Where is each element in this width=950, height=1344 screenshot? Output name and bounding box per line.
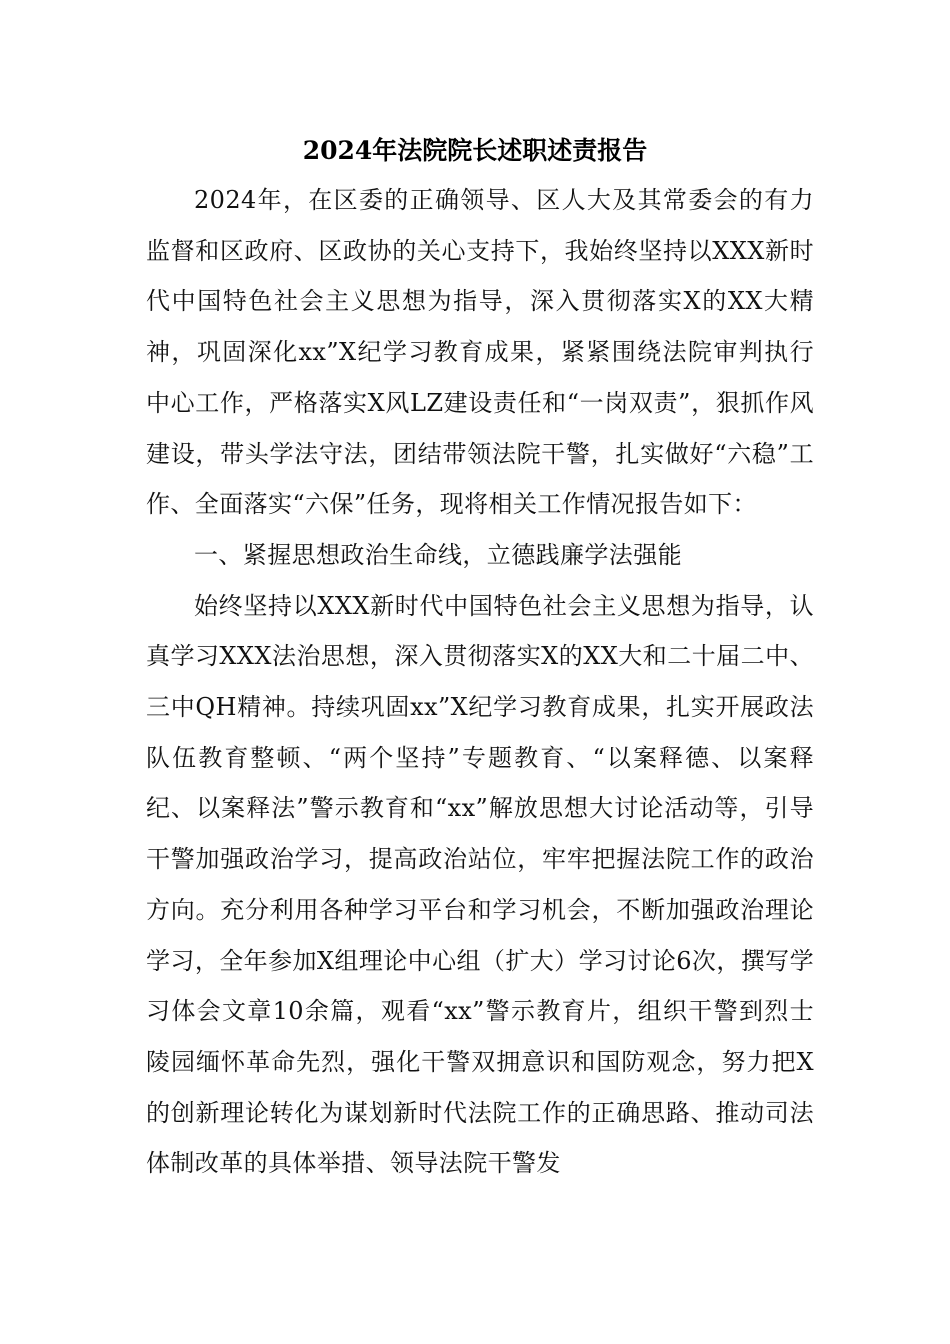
paragraph-section-1: 始终坚持以XXX新时代中国特色社会主义思想为指导，认真学习XXX法治思想，深入贯彻落实X的XX大和二十届二中、三中QH精神。持续巩固xx”X纪学习教育成果，扎实开展政法队伍教育整顿、“两个坚持”专题教育、“以案释德、以案释纪、以案释法”警示教育和“xx”解放思想大讨论活动等，引导干警加强政治学习，提高政治站位，牢牢把握法院工作的政治方向。充分利用各种学习平台和学习机会，不断加强政治理论学习，全年参加X组理论中心组（扩大）学习讨论6次，撰写学习体会文章10余篇，观看“xx”警示教育片，组织干警到烈士陵园缅怀革命先烈，强化干警双拥意识和国防观念，努力把X的创新理论转化为谋划新时代法院工作的正确思路、推动司法体制改革的具体举措、领导法院干警发 <box>146 591 814 1178</box>
section-heading-1: 一、紧握思想政治生命线，立德践廉学法强能 <box>194 540 682 569</box>
document-title: 2024年法院院长述职述责报告 <box>302 136 648 165</box>
document-body <box>146 175 814 1189</box>
paragraph-intro: 2024年，在区委的正确领导、区人大及其常委会的有力监督和区政府、区政协的关心支持下，我始终坚持以XXX新时代中国特色社会主义思想为指导，深入贯彻落实X的XX大精神，巩固深化xx”X纪学习教育成果，紧紧围绕法院审判执行中心工作，严格落实X风LZ建设责任和“一岗双责”，狠抓作风建设，带头学法守法，团结带领法院干警，扎实做好“六稳”工作、全面落实“六保”任务，现将相关工作情况报告如下： <box>146 186 814 519</box>
